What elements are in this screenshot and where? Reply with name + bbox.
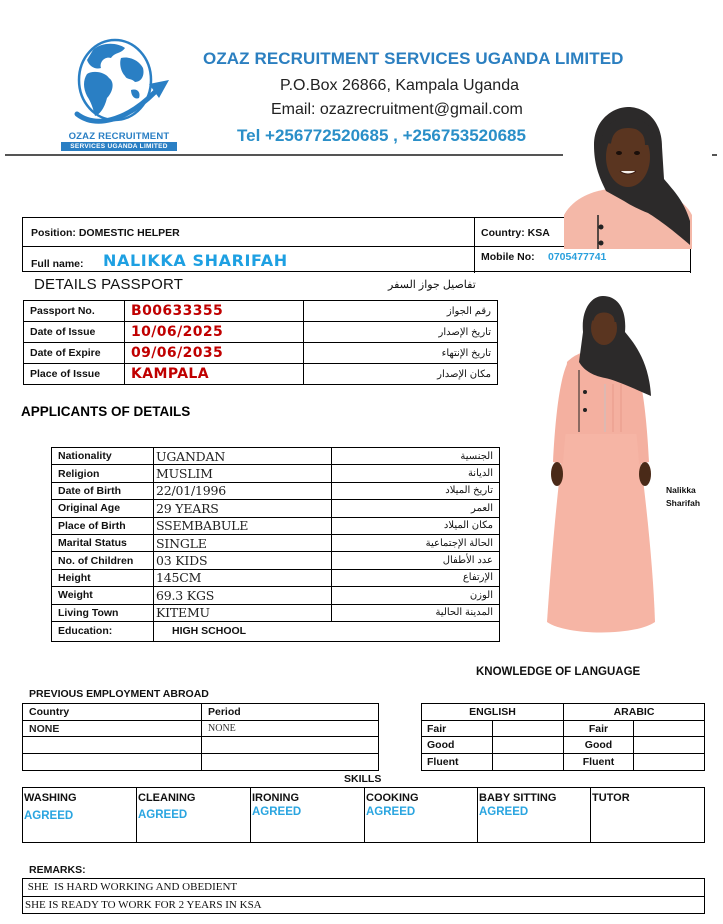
weight-label-arabic: الوزن	[332, 587, 500, 604]
skills-table	[22, 787, 705, 843]
skill-cell-cooking	[365, 788, 478, 843]
employment-period-cell	[202, 737, 379, 754]
table-row	[24, 343, 498, 364]
skill-cell-baby-sitting	[478, 788, 591, 843]
weight-label: Weight	[52, 587, 154, 604]
country-field: Country: KSA	[481, 227, 550, 239]
photo-caption-first-name: Nalikka	[666, 485, 696, 495]
children-label: No. of Children	[52, 552, 154, 569]
table-row	[52, 482, 500, 499]
employment-country-cell	[23, 754, 202, 771]
marital-status-label: Marital Status	[52, 534, 154, 551]
company-logo	[55, 36, 185, 154]
table-row	[24, 301, 498, 322]
age-label-arabic: العمر	[332, 500, 500, 517]
table-row	[422, 754, 705, 771]
passport-table	[23, 300, 498, 385]
remarks-table	[22, 878, 705, 914]
previous-employment-table	[22, 703, 379, 771]
nationality-value: UGANDAN	[154, 448, 332, 465]
logo-text: OZAZ RECRUITMENT	[68, 131, 170, 142]
table-row	[52, 587, 500, 604]
english-level-fair: Fair	[422, 720, 493, 737]
skill-status: AGREED	[366, 806, 416, 818]
arabic-good-value	[634, 737, 705, 754]
education-label: Education:	[52, 621, 154, 641]
english-level-good: Good	[422, 737, 493, 754]
english-fluent-value	[493, 754, 564, 771]
issue-place-label-arabic: مكان الإصدار	[304, 364, 498, 385]
table-row	[23, 737, 379, 754]
education-value: HIGH SCHOOL	[154, 621, 500, 641]
table-row	[52, 552, 500, 569]
table-row	[52, 448, 500, 465]
skill-name: TUTOR	[592, 792, 630, 804]
skill-status: AGREED	[252, 806, 302, 818]
living-town-label-arabic: المدينة الحالية	[332, 604, 500, 621]
table-row	[23, 704, 379, 721]
age-value: 29 YEARS	[154, 500, 332, 517]
skills-section-title: SKILLS	[344, 773, 382, 785]
skill-cell-washing	[23, 788, 137, 843]
table-row	[23, 720, 379, 737]
full-name-label: Full name:	[31, 258, 84, 270]
remark-line: SHE IS READY TO WORK FOR 2 YEARS IN KSA	[23, 896, 704, 913]
photo-caption-last-name: Sharifah	[666, 498, 701, 508]
passport-section-title-arabic: تفاصيل جواز السفر	[388, 279, 476, 291]
skill-name: IRONING	[252, 792, 300, 804]
height-label-arabic: الإرتفاع	[332, 569, 500, 586]
table-row	[24, 322, 498, 343]
header-divider-end	[712, 154, 717, 156]
religion-label-arabic: الديانة	[332, 465, 500, 482]
nationality-label: Nationality	[52, 448, 154, 465]
logo-subtext: SERVICES UGANDA LIMITED	[61, 142, 177, 151]
english-header: ENGLISH	[422, 704, 564, 721]
country-column-header: Country	[23, 704, 202, 721]
skill-name: WASHING	[24, 792, 77, 804]
employment-period-cell	[202, 754, 379, 771]
skill-name: CLEANING	[138, 792, 196, 804]
skill-status: AGREED	[24, 810, 74, 822]
marital-status-value: SINGLE	[154, 534, 332, 551]
expire-date-label: Date of Expire	[24, 343, 125, 364]
arabic-level-fair: Fair	[564, 720, 634, 737]
applicant-details-table	[51, 447, 500, 642]
company-address: P.O.Box 26866, Kampala Uganda	[280, 77, 519, 94]
employment-country-cell	[23, 737, 202, 754]
religion-label: Religion	[52, 465, 154, 482]
language-section-title: KNOWLEDGE OF LANGUAGE	[476, 666, 641, 678]
english-level-fluent: Fluent	[422, 754, 493, 771]
skill-cell-ironing	[251, 788, 365, 843]
arabic-header: ARABIC	[564, 704, 705, 721]
position-field: Position: DOMESTIC HELPER	[31, 227, 180, 239]
globe-arrow-icon	[65, 36, 175, 134]
birthplace-label-arabic: مكان الميلاد	[332, 517, 500, 534]
expire-date-value: 09/06/2035	[125, 343, 304, 364]
full-body-photo	[545, 292, 657, 638]
issue-place-value: KAMPALA	[125, 364, 304, 385]
skill-status: AGREED	[138, 809, 188, 821]
applicant-details-title: APPLICANTS OF DETAILS	[21, 404, 191, 419]
issue-date-label-arabic: تاريخ الإصدار	[304, 322, 498, 343]
skill-status: AGREED	[479, 806, 529, 818]
skill-name: COOKING	[366, 792, 419, 804]
skill-cell-cleaning	[137, 788, 251, 843]
issue-place-label: Place of Issue	[24, 364, 125, 385]
living-town-label: Living Town	[52, 604, 154, 621]
table-row	[52, 604, 500, 621]
dob-label-arabic: تاريخ الميلاد	[332, 482, 500, 499]
living-town-value: KITEMU	[154, 604, 332, 621]
height-label: Height	[52, 569, 154, 586]
weight-value: 69.3 KGS	[154, 587, 332, 604]
company-name: OZAZ RECRUITMENT SERVICES UGANDA LIMITED	[203, 49, 624, 68]
header-divider	[5, 154, 563, 156]
children-value: 03 KIDS	[154, 552, 332, 569]
arabic-level-good: Good	[564, 737, 634, 754]
age-label: Original Age	[52, 500, 154, 517]
table-row	[52, 517, 500, 534]
mobile-value: 0705477741	[548, 251, 607, 263]
photo-caption	[666, 484, 700, 510]
table-row	[52, 569, 500, 586]
arabic-fair-value	[634, 720, 705, 737]
previous-employment-title: PREVIOUS EMPLOYMENT ABROAD	[29, 688, 209, 700]
birthplace-value: SSEMBABULE	[154, 517, 332, 534]
table-row	[24, 364, 498, 385]
english-fair-value	[493, 720, 564, 737]
passport-no-label-arabic: رقم الجواز	[304, 301, 498, 322]
employment-country-cell: NONE	[23, 720, 202, 737]
table-row	[422, 720, 705, 737]
birthplace-label: Place of Birth	[52, 517, 154, 534]
arabic-level-fluent: Fluent	[564, 754, 634, 771]
height-value: 145CM	[154, 569, 332, 586]
table-row	[23, 754, 379, 771]
employment-period-cell: NONE	[202, 720, 379, 737]
remarks-title: REMARKS:	[29, 864, 86, 876]
arabic-fluent-value	[634, 754, 705, 771]
table-row	[52, 500, 500, 517]
table-row	[422, 737, 705, 754]
company-phone: Tel +256772520685 , +256753520685	[237, 126, 526, 145]
issue-date-label: Date of Issue	[24, 322, 125, 343]
issue-date-value: 10/06/2025	[125, 322, 304, 343]
table-row	[52, 465, 500, 482]
skill-cell-tutor	[591, 788, 705, 843]
nationality-label-arabic: الجنسية	[332, 448, 500, 465]
headshot-photo	[564, 105, 692, 249]
passport-section-title: DETAILS PASSPORT	[34, 276, 184, 293]
marital-status-label-arabic: الحالة الإجتماعية	[332, 534, 500, 551]
company-email: Email: ozazrecruitment@gmail.com	[271, 101, 523, 118]
dob-label: Date of Birth	[52, 482, 154, 499]
passport-no-value: B00633355	[125, 301, 304, 322]
religion-value: MUSLIM	[154, 465, 332, 482]
table-row	[422, 704, 705, 721]
period-column-header: Period	[202, 704, 379, 721]
remark-line: SHE IS HARD WORKING AND OBEDIENT	[25, 881, 238, 893]
passport-no-label: Passport No.	[24, 301, 125, 322]
skill-name: BABY SITTING	[479, 792, 557, 804]
table-row	[52, 621, 500, 641]
english-good-value	[493, 737, 564, 754]
dob-value: 22/01/1996	[154, 482, 332, 499]
full-name-value: NALIKKA SHARIFAH	[103, 251, 288, 270]
children-label-arabic: عدد الأطفال	[332, 552, 500, 569]
table-row	[52, 534, 500, 551]
language-table	[421, 703, 705, 771]
expire-date-label-arabic: تاريخ الإنتهاء	[304, 343, 498, 364]
mobile-label: Mobile No:	[481, 251, 535, 263]
